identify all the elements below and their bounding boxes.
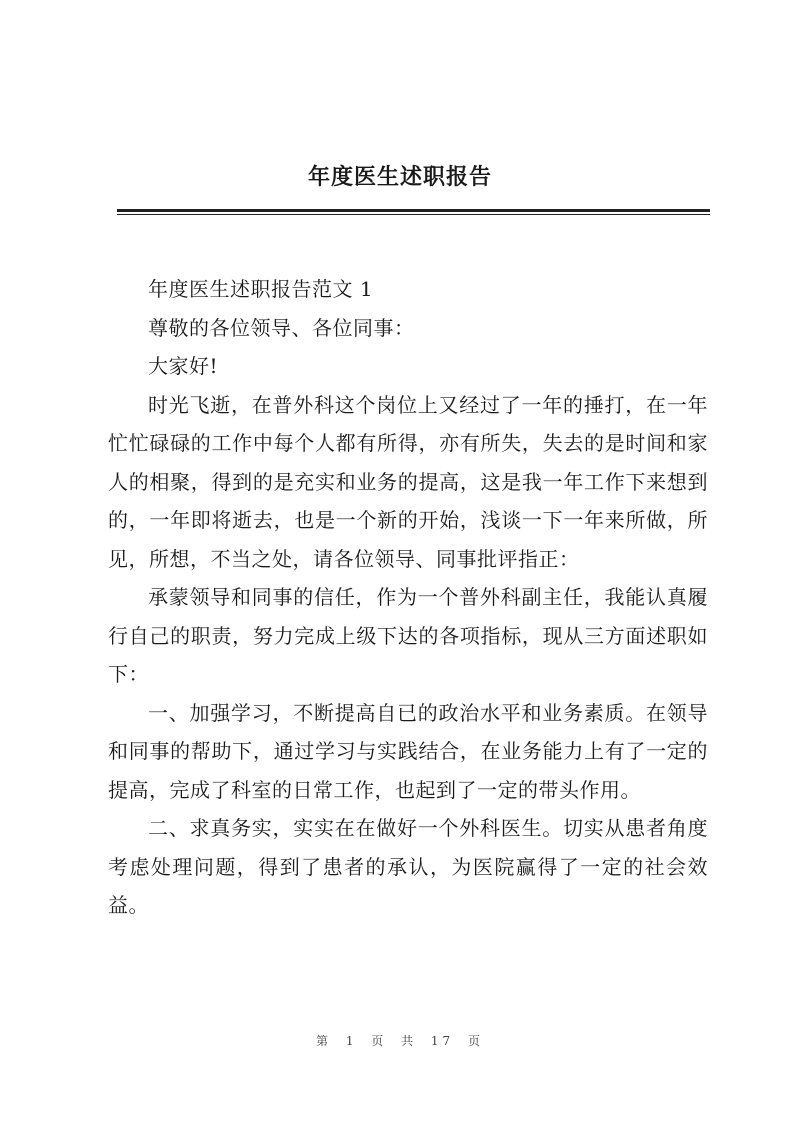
paragraph-heading: 年度医生述职报告范文 1 [148, 277, 374, 301]
document-title: 年度医生述职报告 [307, 164, 492, 190]
paragraph-overview: 承蒙领导和同事的信任，作为一个普外科副主任，我能认真履行自己的职责，努力完成上级下达的各项指标，现从三方面述职如下： [108, 585, 708, 686]
title-divider [117, 209, 710, 212]
page-footer: 第 1 页 共 17 页 [316, 1034, 484, 1048]
paragraph-point-2: 二、求真务实，实实在在做好一个外科医生。切实从患者角度考虑处理问题，得到了患者的承认，为医院赢得了一定的社会效益。 [108, 816, 708, 917]
paragraph-salutation: 尊敬的各位领导、各位同事： [148, 315, 415, 340]
paragraph-greeting: 大家好! [148, 354, 219, 378]
paragraph-intro: 时光飞逝，在普外科这个岗位上又经过了一年的捶打，在一年忙忙碌碌的工作中每个人都有所得，亦有所失，失去的是时间和家人的相聚，得到的是充实和业务的提高，这是我一年工作下来想到的，一年即将逝去，也是一个新的开始，浅谈一下一年来所做，所见，所想，不当之处，请各位领导、同事批评指正： [108, 392, 708, 571]
paragraph-point-1: 一、加强学习，不断提高自已的政治水平和业务素质。在领导和同事的帮助下，通过学习与实践结合，在业务能力上有了一定的提高，完成了科室的日常工作，也起到了一定的带头作用。 [108, 700, 708, 802]
document-body [108, 270, 708, 925]
